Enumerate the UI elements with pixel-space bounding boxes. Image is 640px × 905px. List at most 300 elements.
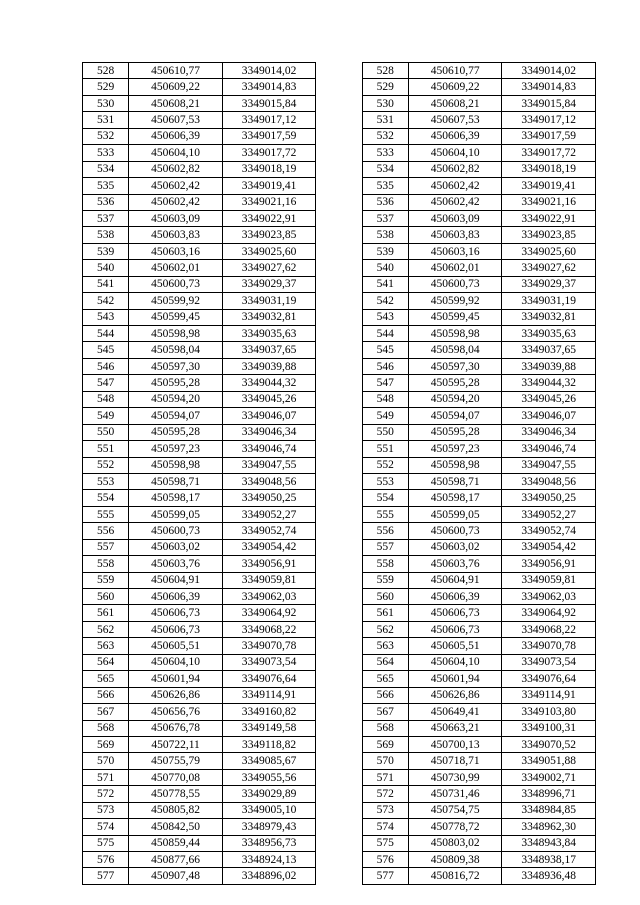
left-x-coordinate-cell: 450907,48: [129, 868, 223, 884]
right-y-coordinate-cell: 3349103,80: [502, 704, 596, 720]
table-row: [83, 786, 596, 802]
right-point-number-cell: 540: [362, 260, 408, 276]
right-point-number-cell: 528: [362, 63, 408, 79]
left-point-number-cell: 563: [83, 638, 129, 654]
left-y-coordinate-cell: 3348924,13: [222, 852, 316, 868]
right-point-number-cell: 544: [362, 326, 408, 342]
table-row: [83, 161, 596, 177]
right-x-coordinate-cell: 450606,39: [408, 128, 502, 144]
table-row: [83, 868, 596, 884]
left-point-number-cell: 542: [83, 293, 129, 309]
right-y-coordinate-cell: 3348936,48: [502, 868, 596, 884]
left-point-number-cell: 538: [83, 227, 129, 243]
left-x-coordinate-cell: 450603,02: [129, 539, 223, 555]
left-x-coordinate-cell: 450608,21: [129, 95, 223, 111]
left-point-number-cell: 546: [83, 358, 129, 374]
right-y-coordinate-cell: 3349052,74: [502, 523, 596, 539]
right-point-number-cell: 565: [362, 671, 408, 687]
table-row: [83, 589, 596, 605]
right-y-coordinate-cell: 3348938,17: [502, 852, 596, 868]
left-point-number-cell: 541: [83, 276, 129, 292]
left-point-number-cell: 574: [83, 819, 129, 835]
left-y-coordinate-cell: 3349021,16: [222, 194, 316, 210]
left-point-number-cell: 565: [83, 671, 129, 687]
left-point-number-cell: 570: [83, 753, 129, 769]
left-y-coordinate-cell: 3349005,10: [222, 802, 316, 818]
left-x-coordinate-cell: 450599,05: [129, 506, 223, 522]
right-point-number-cell: 549: [362, 408, 408, 424]
column-gap-cell: [316, 112, 362, 128]
right-y-coordinate-cell: 3349017,12: [502, 112, 596, 128]
table-row: [83, 506, 596, 522]
table-row: [83, 309, 596, 325]
left-y-coordinate-cell: 3348979,43: [222, 819, 316, 835]
right-y-coordinate-cell: 3349046,34: [502, 424, 596, 440]
column-gap-cell: [316, 210, 362, 226]
right-y-coordinate-cell: 3349029,37: [502, 276, 596, 292]
left-x-coordinate-cell: 450603,76: [129, 556, 223, 572]
left-y-coordinate-cell: 3348956,73: [222, 835, 316, 851]
right-x-coordinate-cell: 450598,98: [408, 326, 502, 342]
right-y-coordinate-cell: 3349039,88: [502, 358, 596, 374]
right-x-coordinate-cell: 450609,22: [408, 79, 502, 95]
table-row: [83, 621, 596, 637]
column-gap-cell: [316, 523, 362, 539]
right-x-coordinate-cell: 450603,09: [408, 210, 502, 226]
left-x-coordinate-cell: 450604,10: [129, 654, 223, 670]
left-y-coordinate-cell: 3349044,32: [222, 375, 316, 391]
right-y-coordinate-cell: 3349076,64: [502, 671, 596, 687]
table-row: [83, 835, 596, 851]
left-y-coordinate-cell: 3349029,37: [222, 276, 316, 292]
right-y-coordinate-cell: 3349070,52: [502, 736, 596, 752]
table-row: [83, 194, 596, 210]
right-y-coordinate-cell: 3349002,71: [502, 769, 596, 785]
right-x-coordinate-cell: 450599,05: [408, 506, 502, 522]
column-gap-cell: [316, 260, 362, 276]
left-y-coordinate-cell: 3349160,82: [222, 704, 316, 720]
left-x-coordinate-cell: 450755,79: [129, 753, 223, 769]
right-x-coordinate-cell: 450598,98: [408, 457, 502, 473]
table-row: [83, 358, 596, 374]
left-x-coordinate-cell: 450602,01: [129, 260, 223, 276]
right-point-number-cell: 570: [362, 753, 408, 769]
right-x-coordinate-cell: 450600,73: [408, 523, 502, 539]
right-x-coordinate-cell: 450594,07: [408, 408, 502, 424]
left-y-coordinate-cell: 3349029,89: [222, 786, 316, 802]
left-y-coordinate-cell: 3349045,26: [222, 391, 316, 407]
table-row: [83, 753, 596, 769]
column-gap-cell: [316, 539, 362, 555]
right-point-number-cell: 571: [362, 769, 408, 785]
table-row: [83, 769, 596, 785]
right-point-number-cell: 576: [362, 852, 408, 868]
left-x-coordinate-cell: 450603,83: [129, 227, 223, 243]
right-x-coordinate-cell: 450600,73: [408, 276, 502, 292]
table-row: [83, 227, 596, 243]
table-row: [83, 391, 596, 407]
right-x-coordinate-cell: 450626,86: [408, 687, 502, 703]
right-point-number-cell: 558: [362, 556, 408, 572]
left-point-number-cell: 530: [83, 95, 129, 111]
column-gap-cell: [316, 473, 362, 489]
right-y-coordinate-cell: 3349014,83: [502, 79, 596, 95]
right-x-coordinate-cell: 450602,42: [408, 178, 502, 194]
right-point-number-cell: 533: [362, 145, 408, 161]
left-point-number-cell: 540: [83, 260, 129, 276]
right-point-number-cell: 564: [362, 654, 408, 670]
right-y-coordinate-cell: 3349056,91: [502, 556, 596, 572]
right-x-coordinate-cell: 450604,91: [408, 572, 502, 588]
left-y-coordinate-cell: 3349046,34: [222, 424, 316, 440]
column-gap-cell: [316, 391, 362, 407]
column-gap-cell: [316, 408, 362, 424]
table-row: [83, 720, 596, 736]
left-x-coordinate-cell: 450606,73: [129, 621, 223, 637]
column-gap-cell: [316, 786, 362, 802]
right-x-coordinate-cell: 450608,21: [408, 95, 502, 111]
column-gap-cell: [316, 194, 362, 210]
left-point-number-cell: 550: [83, 424, 129, 440]
left-y-coordinate-cell: 3349037,65: [222, 342, 316, 358]
left-y-coordinate-cell: 3349085,67: [222, 753, 316, 769]
right-point-number-cell: 538: [362, 227, 408, 243]
right-y-coordinate-cell: 3349022,91: [502, 210, 596, 226]
column-gap-cell: [316, 457, 362, 473]
right-x-coordinate-cell: 450606,39: [408, 589, 502, 605]
table-row: [83, 687, 596, 703]
right-point-number-cell: 532: [362, 128, 408, 144]
left-x-coordinate-cell: 450877,66: [129, 852, 223, 868]
left-point-number-cell: 536: [83, 194, 129, 210]
right-y-coordinate-cell: 3349070,78: [502, 638, 596, 654]
table-row: [83, 260, 596, 276]
table-row: [83, 424, 596, 440]
column-gap-cell: [316, 687, 362, 703]
column-gap-cell: [316, 128, 362, 144]
column-gap-cell: [316, 178, 362, 194]
left-y-coordinate-cell: 3349064,92: [222, 605, 316, 621]
left-y-coordinate-cell: 3349014,83: [222, 79, 316, 95]
left-x-coordinate-cell: 450597,23: [129, 441, 223, 457]
left-point-number-cell: 556: [83, 523, 129, 539]
right-x-coordinate-cell: 450731,46: [408, 786, 502, 802]
left-x-coordinate-cell: 450609,22: [129, 79, 223, 95]
left-y-coordinate-cell: 3348896,02: [222, 868, 316, 884]
left-x-coordinate-cell: 450600,73: [129, 276, 223, 292]
left-y-coordinate-cell: 3349149,58: [222, 720, 316, 736]
right-x-coordinate-cell: 450649,41: [408, 704, 502, 720]
right-point-number-cell: 574: [362, 819, 408, 835]
right-x-coordinate-cell: 450803,02: [408, 835, 502, 851]
right-y-coordinate-cell: 3349023,85: [502, 227, 596, 243]
right-y-coordinate-cell: 3349017,72: [502, 145, 596, 161]
left-point-number-cell: 549: [83, 408, 129, 424]
left-point-number-cell: 571: [83, 769, 129, 785]
column-gap-cell: [316, 868, 362, 884]
right-point-number-cell: 537: [362, 210, 408, 226]
column-gap-cell: [316, 819, 362, 835]
left-point-number-cell: 577: [83, 868, 129, 884]
right-y-coordinate-cell: 3349062,03: [502, 589, 596, 605]
right-y-coordinate-cell: 3348984,85: [502, 802, 596, 818]
right-x-coordinate-cell: 450718,71: [408, 753, 502, 769]
right-point-number-cell: 556: [362, 523, 408, 539]
left-point-number-cell: 543: [83, 309, 129, 325]
right-point-number-cell: 546: [362, 358, 408, 374]
left-y-coordinate-cell: 3349055,56: [222, 769, 316, 785]
left-x-coordinate-cell: 450842,50: [129, 819, 223, 835]
left-point-number-cell: 547: [83, 375, 129, 391]
table-row: [83, 63, 596, 79]
right-point-number-cell: 560: [362, 589, 408, 605]
right-x-coordinate-cell: 450595,28: [408, 375, 502, 391]
column-gap-cell: [316, 424, 362, 440]
left-x-coordinate-cell: 450599,45: [129, 309, 223, 325]
right-x-coordinate-cell: 450606,73: [408, 621, 502, 637]
right-point-number-cell: 545: [362, 342, 408, 358]
table-row: [83, 605, 596, 621]
left-point-number-cell: 537: [83, 210, 129, 226]
column-gap-cell: [316, 802, 362, 818]
right-point-number-cell: 563: [362, 638, 408, 654]
right-x-coordinate-cell: 450599,92: [408, 293, 502, 309]
left-point-number-cell: 529: [83, 79, 129, 95]
right-y-coordinate-cell: 3348962,30: [502, 819, 596, 835]
column-gap-cell: [316, 506, 362, 522]
right-x-coordinate-cell: 450778,72: [408, 819, 502, 835]
left-x-coordinate-cell: 450595,28: [129, 424, 223, 440]
right-point-number-cell: 566: [362, 687, 408, 703]
column-gap-cell: [316, 835, 362, 851]
table-row: [83, 178, 596, 194]
left-point-number-cell: 573: [83, 802, 129, 818]
right-y-coordinate-cell: 3349046,74: [502, 441, 596, 457]
left-x-coordinate-cell: 450676,78: [129, 720, 223, 736]
left-x-coordinate-cell: 450778,55: [129, 786, 223, 802]
left-x-coordinate-cell: 450602,42: [129, 178, 223, 194]
right-point-number-cell: 577: [362, 868, 408, 884]
right-point-number-cell: 543: [362, 309, 408, 325]
right-x-coordinate-cell: 450610,77: [408, 63, 502, 79]
right-y-coordinate-cell: 3349021,16: [502, 194, 596, 210]
left-y-coordinate-cell: 3349054,42: [222, 539, 316, 555]
left-y-coordinate-cell: 3349017,59: [222, 128, 316, 144]
right-point-number-cell: 536: [362, 194, 408, 210]
left-point-number-cell: 566: [83, 687, 129, 703]
left-y-coordinate-cell: 3349114,91: [222, 687, 316, 703]
coordinates-table-body: [83, 63, 596, 885]
left-x-coordinate-cell: 450598,71: [129, 473, 223, 489]
right-x-coordinate-cell: 450598,71: [408, 473, 502, 489]
left-point-number-cell: 567: [83, 704, 129, 720]
table-row: [83, 572, 596, 588]
column-gap-cell: [316, 441, 362, 457]
right-point-number-cell: 552: [362, 457, 408, 473]
column-gap-cell: [316, 161, 362, 177]
table-row: [83, 852, 596, 868]
column-gap-cell: [316, 605, 362, 621]
right-y-coordinate-cell: 3349114,91: [502, 687, 596, 703]
right-y-coordinate-cell: 3349027,62: [502, 260, 596, 276]
right-x-coordinate-cell: 450598,17: [408, 490, 502, 506]
left-point-number-cell: 562: [83, 621, 129, 637]
column-gap-cell: [316, 852, 362, 868]
right-point-number-cell: 534: [362, 161, 408, 177]
right-y-coordinate-cell: 3349031,19: [502, 293, 596, 309]
left-y-coordinate-cell: 3349015,84: [222, 95, 316, 111]
table-row: [83, 375, 596, 391]
left-x-coordinate-cell: 450805,82: [129, 802, 223, 818]
right-y-coordinate-cell: 3349046,07: [502, 408, 596, 424]
column-gap-cell: [316, 753, 362, 769]
left-y-coordinate-cell: 3349050,25: [222, 490, 316, 506]
right-point-number-cell: 575: [362, 835, 408, 851]
right-y-coordinate-cell: 3349047,55: [502, 457, 596, 473]
left-x-coordinate-cell: 450606,73: [129, 605, 223, 621]
table-row: [83, 95, 596, 111]
left-y-coordinate-cell: 3349048,56: [222, 473, 316, 489]
right-x-coordinate-cell: 450663,21: [408, 720, 502, 736]
left-y-coordinate-cell: 3349062,03: [222, 589, 316, 605]
left-point-number-cell: 553: [83, 473, 129, 489]
table-row: [83, 210, 596, 226]
table-row: [83, 408, 596, 424]
right-y-coordinate-cell: 3349064,92: [502, 605, 596, 621]
table-row: [83, 490, 596, 506]
right-point-number-cell: 572: [362, 786, 408, 802]
left-x-coordinate-cell: 450597,30: [129, 358, 223, 374]
right-y-coordinate-cell: 3349068,22: [502, 621, 596, 637]
left-x-coordinate-cell: 450770,08: [129, 769, 223, 785]
right-x-coordinate-cell: 450602,82: [408, 161, 502, 177]
table-row: [83, 819, 596, 835]
table-row: [83, 539, 596, 555]
right-x-coordinate-cell: 450594,20: [408, 391, 502, 407]
right-y-coordinate-cell: 3349019,41: [502, 178, 596, 194]
right-point-number-cell: 573: [362, 802, 408, 818]
left-x-coordinate-cell: 450606,39: [129, 128, 223, 144]
right-y-coordinate-cell: 3349050,25: [502, 490, 596, 506]
left-point-number-cell: 532: [83, 128, 129, 144]
table-row: [83, 79, 596, 95]
table-row: [83, 441, 596, 457]
right-point-number-cell: 568: [362, 720, 408, 736]
left-point-number-cell: 548: [83, 391, 129, 407]
right-y-coordinate-cell: 3349018,19: [502, 161, 596, 177]
right-x-coordinate-cell: 450597,30: [408, 358, 502, 374]
left-y-coordinate-cell: 3349032,81: [222, 309, 316, 325]
column-gap-cell: [316, 358, 362, 374]
column-gap-cell: [316, 638, 362, 654]
left-x-coordinate-cell: 450601,94: [129, 671, 223, 687]
left-point-number-cell: 572: [83, 786, 129, 802]
right-point-number-cell: 542: [362, 293, 408, 309]
right-y-coordinate-cell: 3349014,02: [502, 63, 596, 79]
left-point-number-cell: 539: [83, 243, 129, 259]
right-point-number-cell: 547: [362, 375, 408, 391]
left-point-number-cell: 554: [83, 490, 129, 506]
right-y-coordinate-cell: 3349073,54: [502, 654, 596, 670]
right-x-coordinate-cell: 450603,16: [408, 243, 502, 259]
right-x-coordinate-cell: 450598,04: [408, 342, 502, 358]
left-point-number-cell: 568: [83, 720, 129, 736]
left-point-number-cell: 564: [83, 654, 129, 670]
left-y-coordinate-cell: 3349022,91: [222, 210, 316, 226]
right-x-coordinate-cell: 450607,53: [408, 112, 502, 128]
column-gap-cell: [316, 227, 362, 243]
left-x-coordinate-cell: 450606,39: [129, 589, 223, 605]
column-gap-cell: [316, 326, 362, 342]
left-y-coordinate-cell: 3349035,63: [222, 326, 316, 342]
right-x-coordinate-cell: 450603,83: [408, 227, 502, 243]
table-row: [83, 457, 596, 473]
table-row: [83, 276, 596, 292]
right-x-coordinate-cell: 450602,42: [408, 194, 502, 210]
left-y-coordinate-cell: 3349068,22: [222, 621, 316, 637]
left-y-coordinate-cell: 3349076,64: [222, 671, 316, 687]
table-row: [83, 523, 596, 539]
left-point-number-cell: 528: [83, 63, 129, 79]
coordinates-table: [82, 62, 596, 885]
right-point-number-cell: 561: [362, 605, 408, 621]
left-y-coordinate-cell: 3349046,74: [222, 441, 316, 457]
right-x-coordinate-cell: 450597,23: [408, 441, 502, 457]
left-point-number-cell: 560: [83, 589, 129, 605]
right-point-number-cell: 559: [362, 572, 408, 588]
left-y-coordinate-cell: 3349014,02: [222, 63, 316, 79]
right-point-number-cell: 555: [362, 506, 408, 522]
left-y-coordinate-cell: 3349027,62: [222, 260, 316, 276]
right-point-number-cell: 548: [362, 391, 408, 407]
left-y-coordinate-cell: 3349017,12: [222, 112, 316, 128]
left-y-coordinate-cell: 3349118,82: [222, 736, 316, 752]
table-row: [83, 654, 596, 670]
left-y-coordinate-cell: 3349070,78: [222, 638, 316, 654]
column-gap-cell: [316, 654, 362, 670]
column-gap-cell: [316, 145, 362, 161]
column-gap-cell: [316, 490, 362, 506]
right-x-coordinate-cell: 450599,45: [408, 309, 502, 325]
right-y-coordinate-cell: 3349059,81: [502, 572, 596, 588]
right-x-coordinate-cell: 450595,28: [408, 424, 502, 440]
right-x-coordinate-cell: 450605,51: [408, 638, 502, 654]
left-y-coordinate-cell: 3349023,85: [222, 227, 316, 243]
right-x-coordinate-cell: 450602,01: [408, 260, 502, 276]
right-point-number-cell: 531: [362, 112, 408, 128]
column-gap-cell: [316, 621, 362, 637]
left-y-coordinate-cell: 3349059,81: [222, 572, 316, 588]
left-x-coordinate-cell: 450598,04: [129, 342, 223, 358]
left-y-coordinate-cell: 3349025,60: [222, 243, 316, 259]
left-x-coordinate-cell: 450656,76: [129, 704, 223, 720]
left-x-coordinate-cell: 450603,16: [129, 243, 223, 259]
right-point-number-cell: 562: [362, 621, 408, 637]
right-y-coordinate-cell: 3349044,32: [502, 375, 596, 391]
left-x-coordinate-cell: 450604,10: [129, 145, 223, 161]
right-x-coordinate-cell: 450730,99: [408, 769, 502, 785]
left-y-coordinate-cell: 3349047,55: [222, 457, 316, 473]
left-point-number-cell: 545: [83, 342, 129, 358]
column-gap-cell: [316, 95, 362, 111]
right-y-coordinate-cell: 3349052,27: [502, 506, 596, 522]
right-y-coordinate-cell: 3349025,60: [502, 243, 596, 259]
column-gap-cell: [316, 572, 362, 588]
column-gap-cell: [316, 589, 362, 605]
left-point-number-cell: 534: [83, 161, 129, 177]
table-row: [83, 243, 596, 259]
left-point-number-cell: 533: [83, 145, 129, 161]
